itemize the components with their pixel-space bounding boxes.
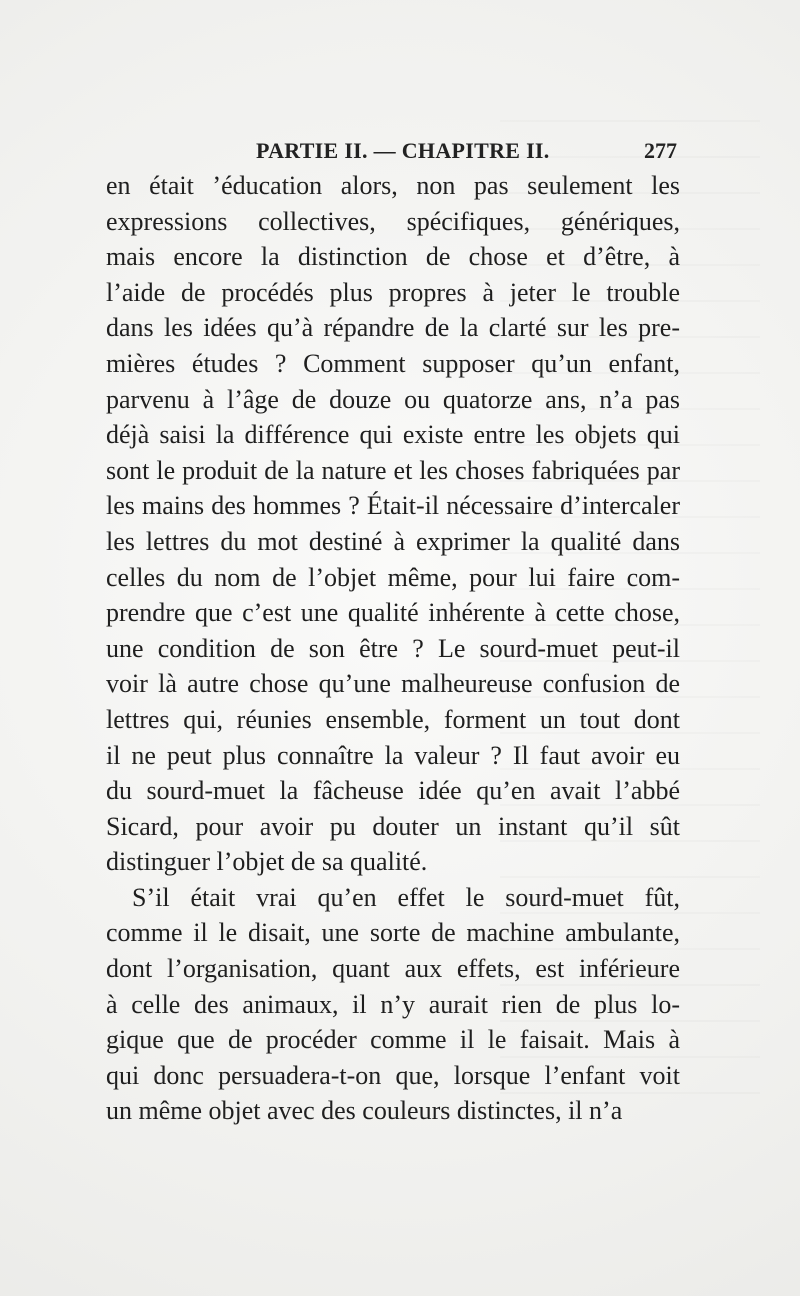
- chapter-header: PARTIE II. — CHAPITRE II.: [256, 138, 550, 163]
- text-line: expressions collectives, spécifiques, génériques,: [106, 206, 680, 236]
- text-line: sont le produit de la nature et les choses fabriquées par: [106, 455, 680, 485]
- text-line: distinguer l’objet de sa qualité.: [106, 847, 428, 877]
- text-line: mières études ? Comment supposer qu’un enfant,: [106, 348, 680, 378]
- text-line: les mains des hommes ? Était-il nécessaire d’intercaler: [106, 491, 680, 521]
- text-line: Sicard, pour avoir pu douter un instant qu’il sût: [106, 811, 680, 841]
- text-line: comme il le disait, une sorte de machine ambulante,: [106, 918, 680, 948]
- text-line: voir là autre chose qu’une malheureuse confusion de: [106, 669, 680, 699]
- text-line: parvenu à l’âge de douze ou quatorze ans, n’a pas: [106, 384, 680, 414]
- page-number: 277: [644, 138, 677, 163]
- text-line: S’il était vrai qu’en effet le sourd-muet fût,: [132, 882, 680, 912]
- text-line: qui donc persuadera-t-on que, lorsque l’enfant voit: [106, 1060, 680, 1090]
- text-line: déjà saisi la différence qui existe entre les objets qui: [106, 420, 680, 450]
- text-line: un même objet avec des couleurs distinctes, il n’a: [106, 1096, 623, 1126]
- text-line: dont l’organisation, quant aux effets, est inférieure: [106, 954, 680, 984]
- text-line: dans les idées qu’à répandre de la clarté sur les pre-: [106, 313, 680, 343]
- text-line: les lettres du mot destiné à exprimer la qualité dans: [106, 526, 680, 556]
- running-header: [0, 132, 800, 162]
- text-line: une condition de son être ? Le sourd-muet peut-il: [106, 633, 680, 663]
- text-line: mais encore la distinction de chose et d’être, à: [106, 242, 680, 272]
- text-line: lettres qui, réunies ensemble, forment un tout dont: [106, 704, 680, 734]
- text-line: l’aide de procédés plus propres à jeter le trouble: [106, 277, 680, 307]
- text-line: à celle des animaux, il n’y aurait rien de plus lo-: [106, 989, 680, 1019]
- text-line: prendre que c’est une qualité inhérente à cette chose,: [106, 598, 680, 628]
- text-line: il ne peut plus connaître la valeur ? Il faut avoir eu: [106, 740, 680, 770]
- text-line: du sourd-muet la fâcheuse idée qu’en avait l’abbé: [106, 776, 680, 806]
- body-text: [106, 168, 680, 1129]
- text-line: gique que de procéder comme il le faisait. Mais à: [106, 1025, 680, 1055]
- text-line: celles du nom de l’objet même, pour lui faire com-: [106, 562, 680, 592]
- text-line: en était ’éducation alors, non pas seulement les: [106, 171, 680, 200]
